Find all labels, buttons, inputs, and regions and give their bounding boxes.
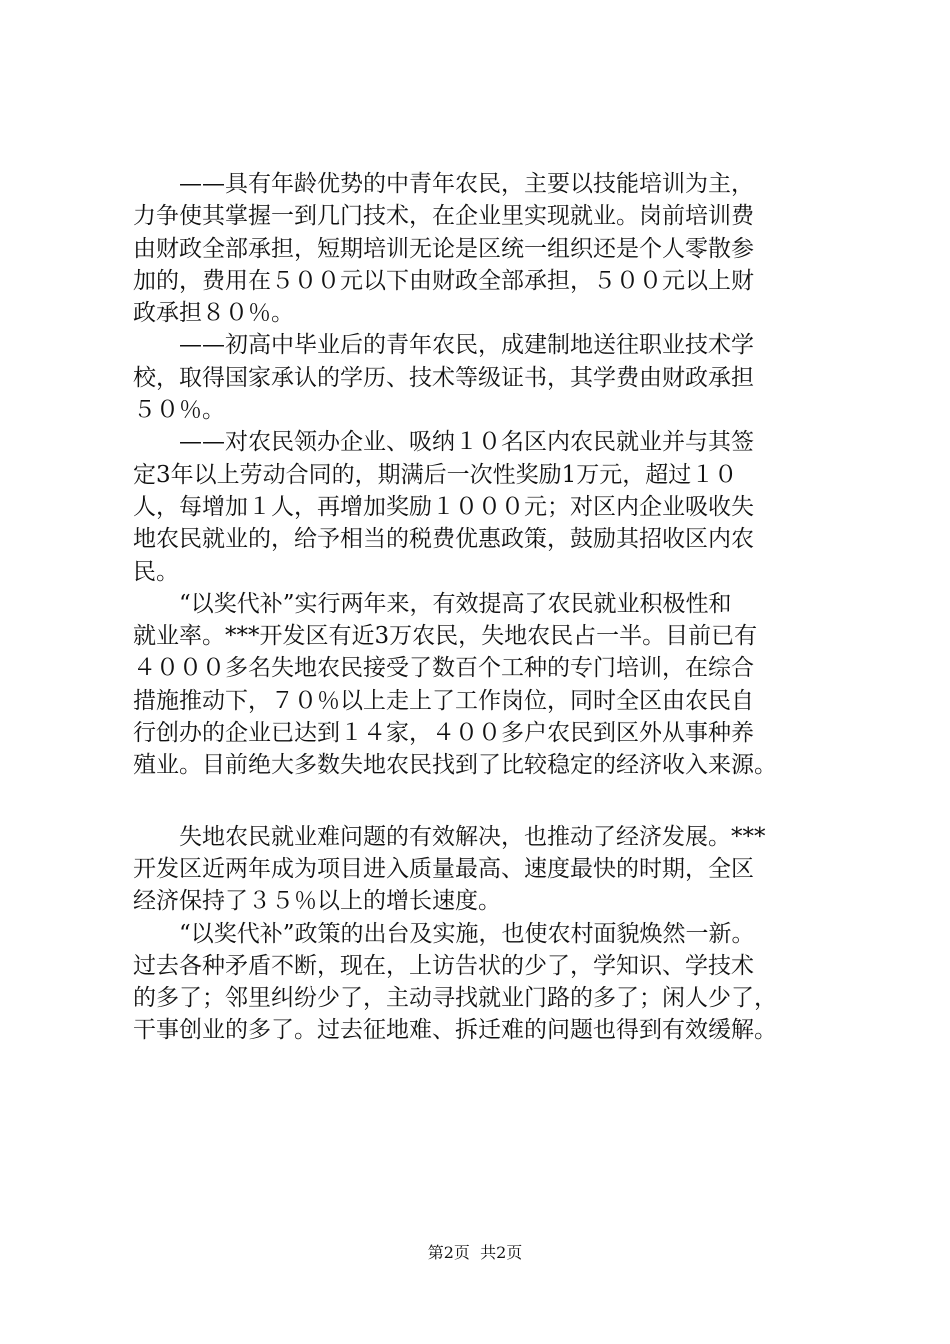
text-line: 的多了；邻里纠纷少了，主动寻找就业门路的多了；闲人少了，: [133, 985, 777, 1012]
text-line: 过去各种矛盾不断，现在，上访告状的少了，学知识、学技术: [133, 952, 754, 979]
text-line: ——初高中毕业后的青年农民，成建制地送往职业技术学: [133, 332, 754, 359]
text-line: 地农民就业的，给予相当的税费优惠政策，鼓励其招收区内农: [133, 526, 754, 553]
paragraph: [133, 426, 833, 587]
text-line: 由财政全部承担，短期培训无论是区统一组织还是个人零散参: [133, 235, 754, 262]
text-line: “以奖代补”实行两年来，有效提高了农民就业积极性和: [133, 590, 732, 617]
text-line: “以奖代补”政策的出台及实施，也使农村面貌焕然一新。: [133, 920, 755, 947]
text-line: 政承担８０％。: [133, 300, 294, 327]
page-number-footer: 第2页 共2页: [427, 1243, 523, 1262]
text-line: ４０００多名失地农民接受了数百个工种的专门培训，在综合: [133, 655, 754, 682]
text-line: 人，每增加１人，再增加奖励１０００元；对区内企业吸收失: [133, 493, 754, 520]
paragraph: [133, 588, 833, 782]
text-line: 加的，费用在５００元以下由财政全部承担，５００元以上财: [133, 267, 754, 294]
text-line: 经济保持了３５％以上的增长速度。: [133, 888, 501, 915]
text-line: ——具有年龄优势的中青年农民，主要以技能培训为主，: [133, 171, 754, 197]
text-line: 力争使其掌握一到几门技术，在企业里实现就业。岗前培训费: [133, 203, 754, 230]
text-line: 开发区近两年成为项目进入质量最高、速度最快的时期，全区: [133, 855, 754, 882]
text-line: ５０％。: [133, 397, 225, 424]
text-line: 行创办的企业已达到１４家，４００多户农民到区外从事种养: [133, 720, 754, 747]
text-line: 干事创业的多了。过去征地难、拆迁难的问题也得到有效缓解。: [133, 1017, 777, 1044]
text-line: 殖业。目前绝大多数失地农民找到了比较稳定的经济收入来源。: [133, 752, 777, 779]
paragraph: [133, 918, 833, 1047]
paragraph-gap: [133, 782, 833, 821]
text-line: 就业率。***开发区有近3万农民，失地农民占一半。目前已有: [133, 623, 758, 650]
paragraph: [133, 168, 833, 329]
text-line: 措施推动下，７０％以上走上了工作岗位，同时全区由农民自: [133, 687, 754, 714]
text-line: ——对农民领办企业、吸纳１０名区内农民就业并与其签: [133, 429, 754, 456]
paragraph: [133, 329, 833, 426]
paragraph: [133, 821, 833, 918]
text-line: 定3年以上劳动合同的，期满后一次性奖励1万元，超过１０: [133, 461, 738, 488]
text-line: 校，取得国家承认的学历、技术等级证书，其学费由财政承担: [133, 364, 754, 391]
document-body: [133, 168, 833, 1047]
text-line: 民。: [133, 558, 179, 585]
text-line: 失地农民就业难问题的有效解决，也推动了经济发展。***: [133, 823, 766, 850]
